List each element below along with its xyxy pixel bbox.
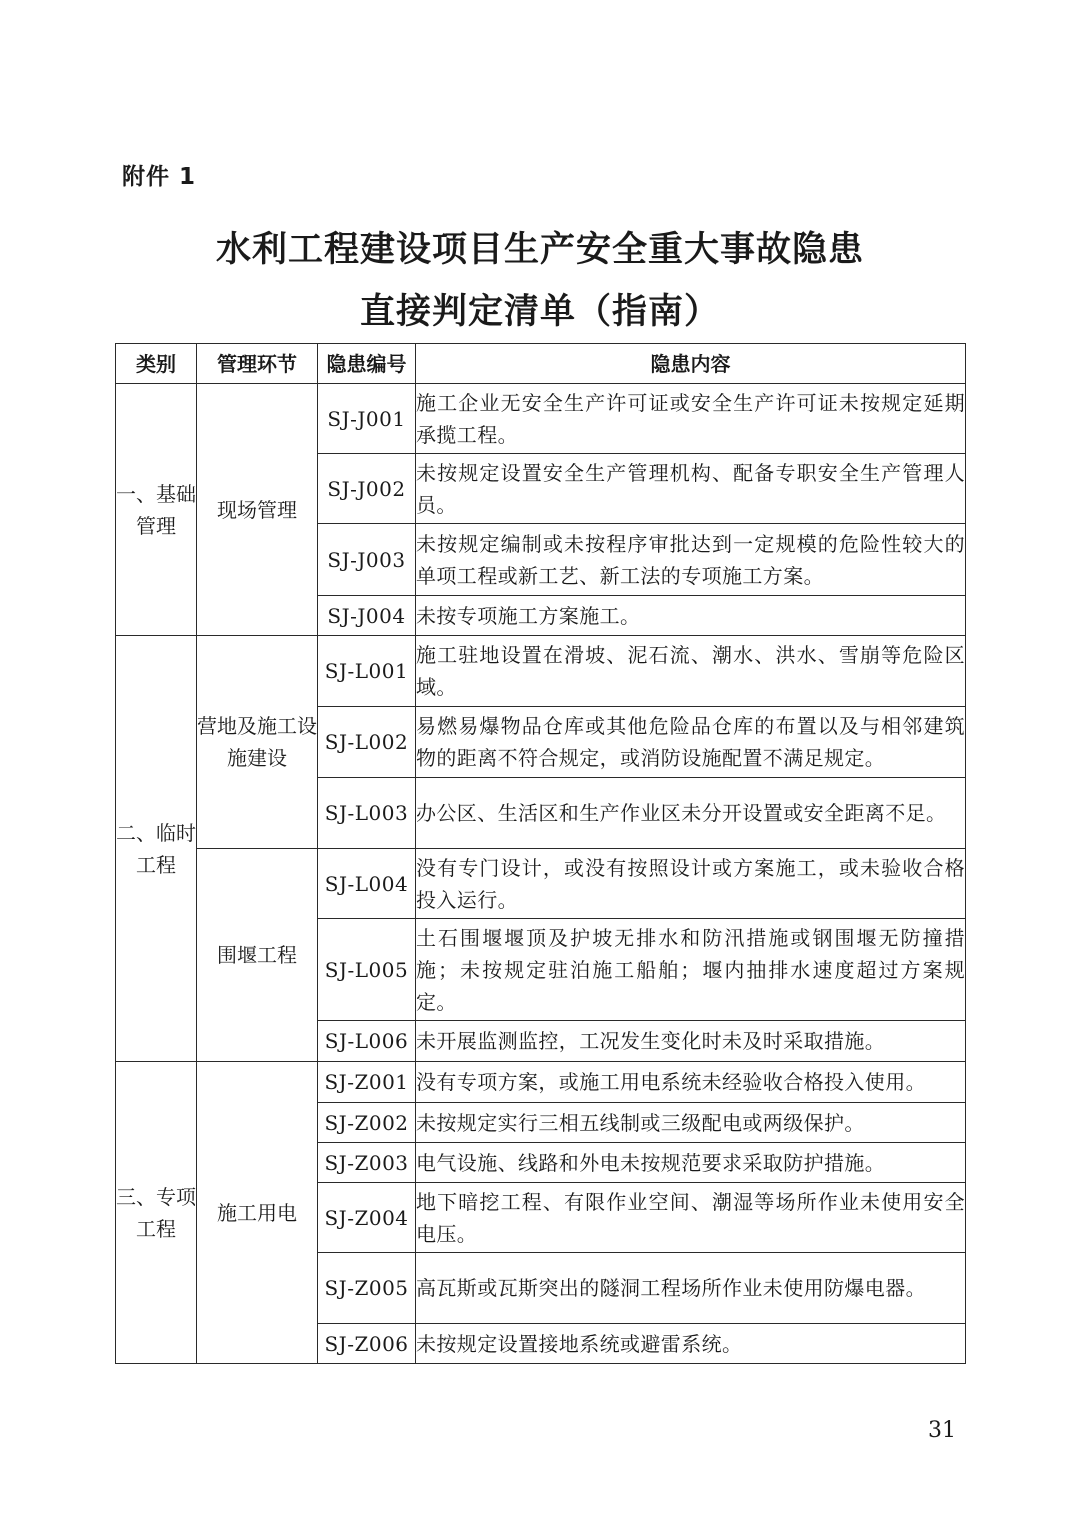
hazard-code: SJ-L002 xyxy=(318,707,416,778)
hazard-code: SJ-Z002 xyxy=(318,1103,416,1143)
hazard-content: 未按规定实行三相五线制或三级配电或两级保护。 xyxy=(416,1103,966,1143)
hazard-code: SJ-Z006 xyxy=(318,1324,416,1364)
hazard-content: 易燃易爆物品仓库或其他危险品仓库的布置以及与相邻建筑物的距离不符合规定，或消防设施配置不满足规定。 xyxy=(416,707,966,778)
category-basic: 一、基础管理 xyxy=(116,384,197,636)
hazard-code: SJ-Z005 xyxy=(318,1253,416,1324)
page-number: 31 xyxy=(928,1418,956,1443)
hazard-content: 未按规定编制或未按程序审批达到一定规模的危险性较大的单项工程或新工艺、新工法的专项施工方案。 xyxy=(416,524,966,596)
hazard-content: 未按规定设置安全生产管理机构、配备专职安全生产管理人员。 xyxy=(416,454,966,524)
hazard-code: SJ-Z003 xyxy=(318,1143,416,1183)
table-row xyxy=(116,384,966,454)
hazard-code: SJ-J004 xyxy=(318,596,416,636)
hazard-content: 施工驻地设置在滑坡、泥石流、潮水、洪水、雪崩等危险区域。 xyxy=(416,636,966,707)
hazard-content: 电气设施、线路和外电未按规范要求采取防护措施。 xyxy=(416,1143,966,1183)
stage-camp: 营地及施工设施建设 xyxy=(197,636,318,849)
table-row xyxy=(116,849,966,919)
header-content: 隐患内容 xyxy=(416,344,966,384)
category-temporary: 二、临时工程 xyxy=(116,636,197,1062)
hazard-code: SJ-Z004 xyxy=(318,1183,416,1253)
table-row xyxy=(116,636,966,707)
hazard-code: SJ-L005 xyxy=(318,919,416,1021)
stage-cofferdam: 围堰工程 xyxy=(197,849,318,1062)
hazard-content: 办公区、生活区和生产作业区未分开设置或安全距离不足。 xyxy=(416,778,966,849)
hazard-checklist-table xyxy=(115,343,966,1364)
hazard-content: 没有专门设计，或没有按照设计或方案施工，或未验收合格投入运行。 xyxy=(416,849,966,919)
hazard-content: 未开展监测监控，工况发生变化时未及时采取措施。 xyxy=(416,1021,966,1062)
hazard-content: 土石围堰堰顶及护坡无排水和防汛措施或钢围堰无防撞措施；未按规定驻泊施工船舶；堰内抽排水速度超过方案规定。 xyxy=(416,919,966,1021)
category-special: 三、专项工程 xyxy=(116,1062,197,1364)
header-stage: 管理环节 xyxy=(197,344,318,384)
document-title-line1: 水利工程建设项目生产安全重大事故隐患 xyxy=(215,230,864,270)
hazard-content: 高瓦斯或瓦斯突出的隧洞工程场所作业未使用防爆电器。 xyxy=(416,1253,966,1324)
hazard-code: SJ-J003 xyxy=(318,524,416,596)
document-title-line2: 直接判定清单（指南） xyxy=(359,292,720,332)
hazard-content: 未按专项施工方案施工。 xyxy=(416,596,966,636)
stage-site: 现场管理 xyxy=(197,384,318,636)
hazard-code: SJ-J001 xyxy=(318,384,416,454)
attachment-label: 附件 1 xyxy=(122,164,197,190)
table-row xyxy=(116,1062,966,1103)
hazard-content: 没有专项方案，或施工用电系统未经验收合格投入使用。 xyxy=(416,1062,966,1103)
hazard-code: SJ-L001 xyxy=(318,636,416,707)
table-header-row xyxy=(116,344,966,384)
hazard-code: SJ-L006 xyxy=(318,1021,416,1062)
hazard-code: SJ-Z001 xyxy=(318,1062,416,1103)
header-category: 类别 xyxy=(116,344,197,384)
hazard-code: SJ-L003 xyxy=(318,778,416,849)
hazard-content: 施工企业无安全生产许可证或安全生产许可证未按规定延期承揽工程。 xyxy=(416,384,966,454)
stage-power: 施工用电 xyxy=(197,1062,318,1364)
hazard-content: 地下暗挖工程、有限作业空间、潮湿等场所作业未使用安全电压。 xyxy=(416,1183,966,1253)
hazard-content: 未按规定设置接地系统或避雷系统。 xyxy=(416,1324,966,1364)
hazard-code: SJ-J002 xyxy=(318,454,416,524)
hazard-code: SJ-L004 xyxy=(318,849,416,919)
header-code: 隐患编号 xyxy=(318,344,416,384)
